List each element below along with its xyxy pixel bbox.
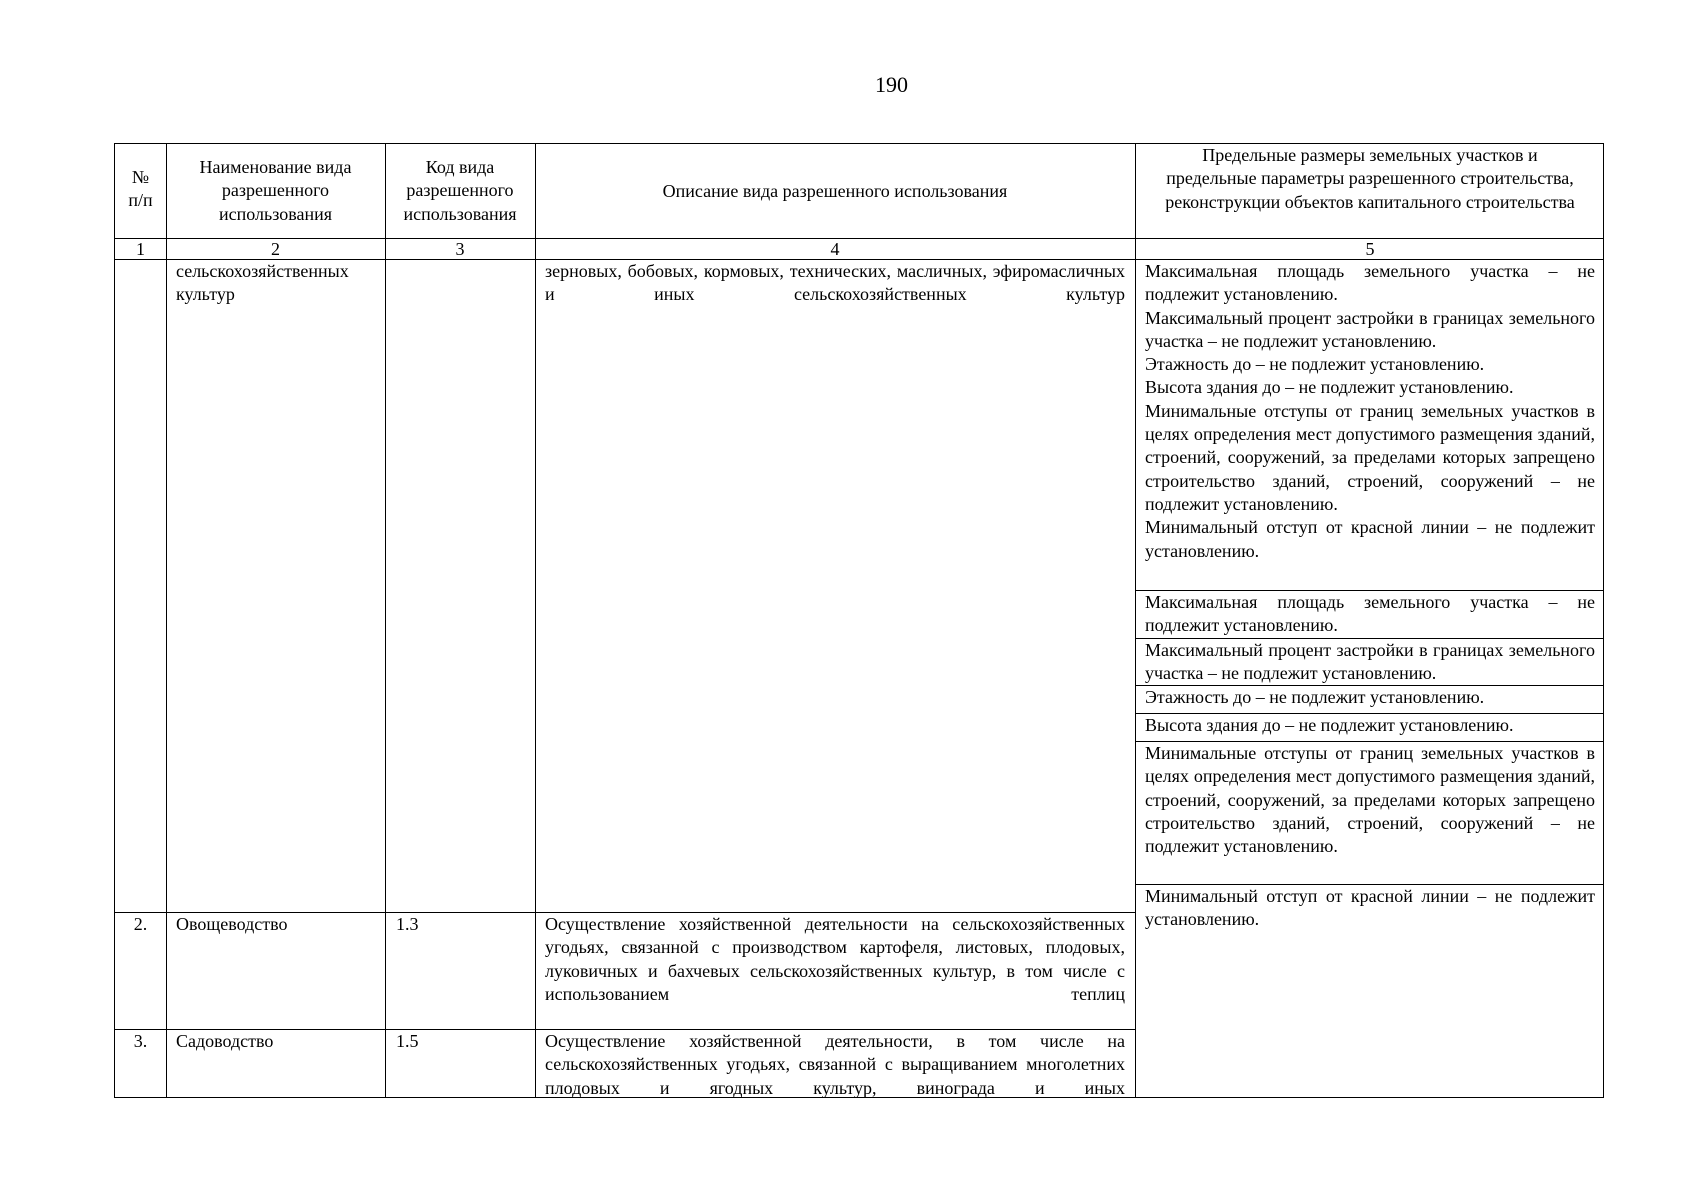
header-num: № п/п (128, 167, 153, 211)
column-number: 4 (830, 239, 840, 259)
header-description: Описание вида разрешенного использования (662, 181, 1008, 201)
row-description: Осуществление хозяйственной деятельности на сельскохозяйственных угодьях, связанной с производством картофеля, листовых, плодовых, луковичных и бахчевых сельскохозяйственных культур, в том числе с использованием теплиц (545, 914, 1125, 1004)
column-number: 3 (455, 239, 465, 259)
param-red-line-setback: Минимальный отступ от красной линии – не подлежит установлению. (1145, 517, 1595, 561)
column-divider (535, 144, 536, 1097)
row-code: 1.5 (396, 1031, 419, 1051)
param-floors: Этажность до – не подлежит установлению. (1145, 354, 1485, 375)
param-min-setbacks: Минимальные отступы от границ земельных участков в целях определения мест допустимого размещения зданий, строений, сооружений, за пределами которых запрещено строительство зданий, строений, сооружений – не подлежит установлению. (1145, 400, 1595, 514)
params-block (1145, 260, 1595, 563)
page-number: 190 (875, 72, 908, 97)
header-params: Предельные размеры земельных участков и предельные параметры разрешенного строительства, реконструкции объектов капитального строительства (1165, 145, 1575, 212)
param-red-line-setback: Минимальный отступ от красной линии – не подлежит установлению. (1145, 886, 1595, 930)
row-name: сельскохозяйственных культур (176, 261, 349, 305)
param-floors: Этажность до – не подлежит установлению. (1145, 687, 1485, 707)
column-number: 2 (271, 239, 280, 259)
column-divider (385, 144, 386, 1097)
column-divider (1135, 144, 1136, 1097)
row-name: Овощеводство (176, 914, 288, 934)
param-max-area: Максимальная площадь земельного участка – не подлежит установлению. (1145, 261, 1595, 305)
header-name: Наименование вида разрешенного использования (199, 157, 352, 224)
param-max-area: Максимальная площадь земельного участка – не подлежит установлению. (1145, 592, 1595, 636)
column-number: 5 (1365, 239, 1375, 259)
column-divider (166, 144, 167, 1097)
header-code: Код вида разрешенного использования (403, 157, 517, 224)
param-height: Высота здания до – не подлежит установлению. (1145, 377, 1514, 398)
row-code: 1.3 (396, 914, 419, 934)
param-max-coverage: Максимальный процент застройки в границах земельного участка – не подлежит установлению. (1145, 307, 1595, 351)
row-number: 2. (133, 914, 148, 934)
param-min-setbacks: Минимальные отступы от границ земельных участков в целях определения мест допустимого размещения зданий, строений, сооружений, за пределами которых запрещено строительство зданий, строений, сооружений – не подлежит установлению. (1145, 743, 1595, 857)
column-number: 1 (136, 239, 145, 259)
row-description: зерновых, бобовых, кормовых, технических, масличных, эфиромасличных и иных сельскохозяйственных культур (545, 261, 1125, 305)
row-name: Садоводство (176, 1031, 274, 1051)
param-max-coverage: Максимальный процент застройки в границах земельного участка – не подлежит установлению. (1145, 640, 1595, 684)
row-number: 3. (133, 1031, 148, 1051)
param-height: Высота здания до – не подлежит установлению. (1145, 715, 1514, 735)
permitted-use-table (114, 143, 1604, 1098)
row-description: Осуществление хозяйственной деятельности, в том числе на сельскохозяйственных угодьях, связанной с выращиванием многолетних плодовых и ягодных культур, винограда и иных (545, 1031, 1125, 1098)
